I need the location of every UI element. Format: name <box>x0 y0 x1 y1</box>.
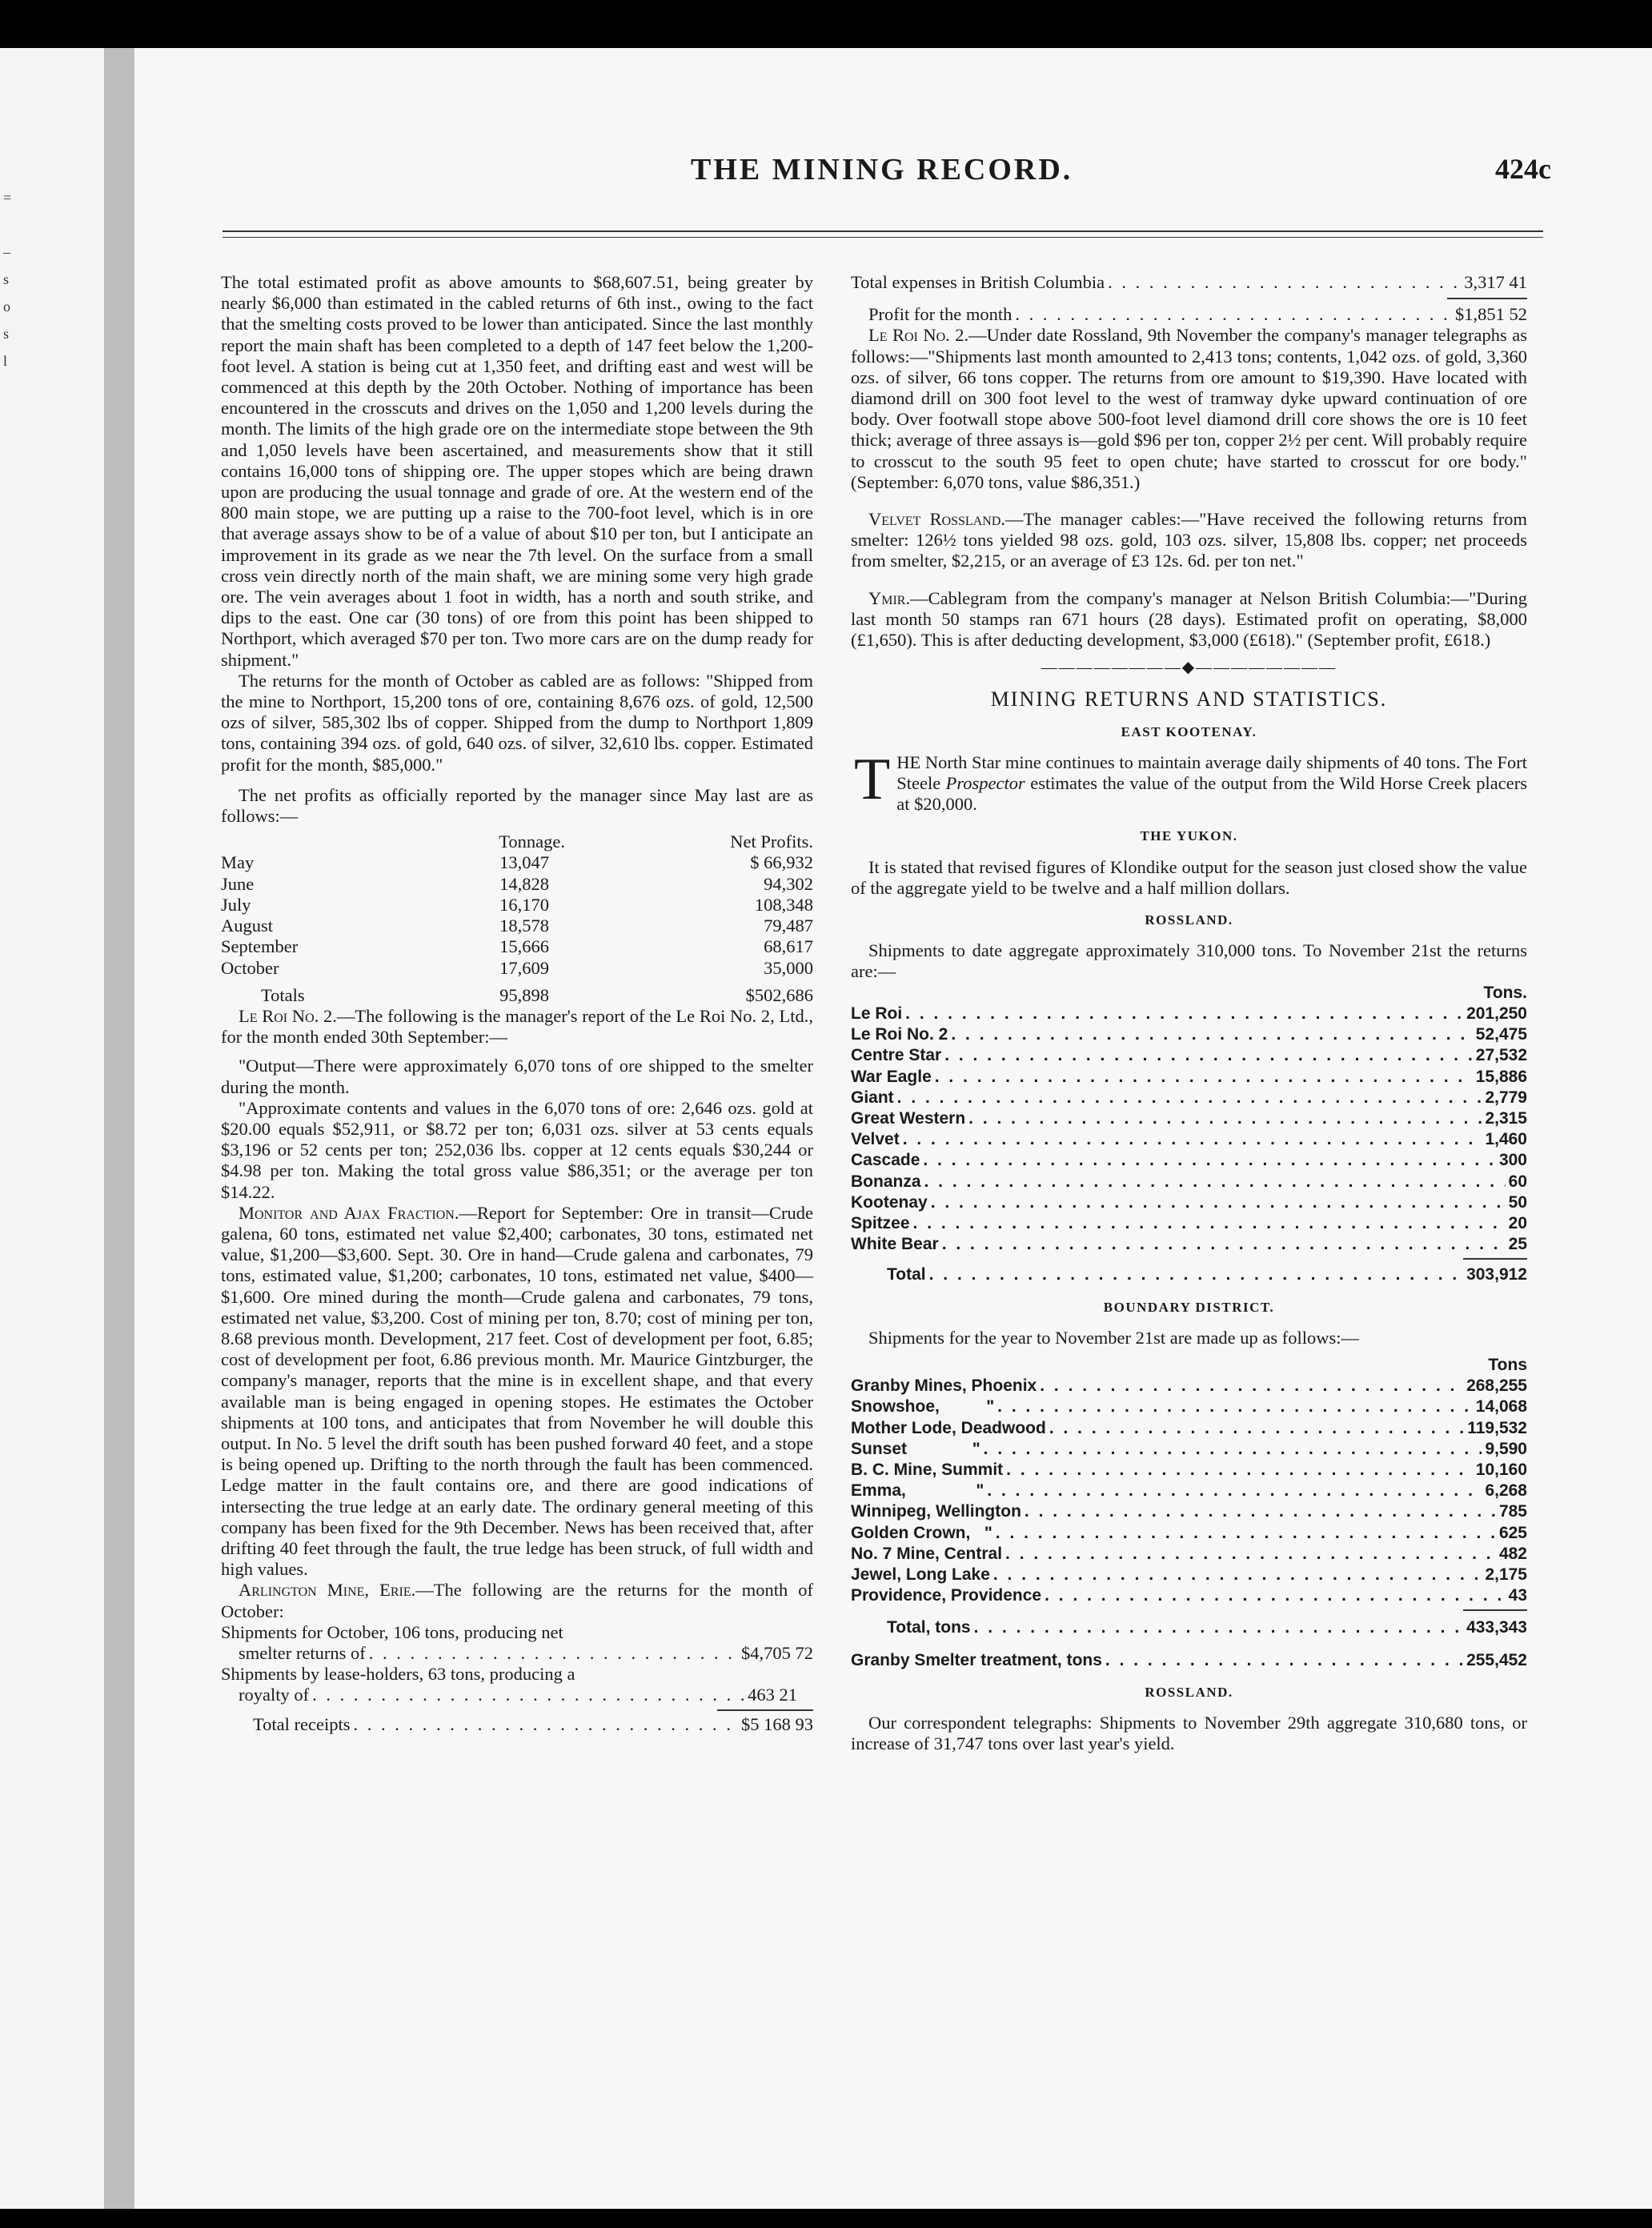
subsection-heading: ROSSLAND. <box>1145 1684 1233 1700</box>
table-header: Tonnage. Net Profits. <box>499 831 813 852</box>
table-row: Granby Smelter treatment, tons . . . 255,452 <box>851 1650 1527 1671</box>
page-header <box>134 152 1559 200</box>
table-row: Jewel, Long Lake . . . 2,175 <box>851 1565 1527 1585</box>
paragraph: Le Roi No. 2.—Under date Rossland, 9th November the company's manager telegraphs as follows:—"Shipments last month amounted to 2,413 tons; contents, 1,042 ozs. of gold, 3,360 ozs. of silver, 66 tons copper. The returns from ore amount to $19,390. Have located with diamond drill on 300 foot level to the west of tramway dyke upward continuation of ore body. Over footwall stope above 500-foot level diamond drill core shows the ore is 10 feet thick; average of three assays is—gold $96 per ton, copper 2½ per cent. Will probably require to crosscut to the south 95 feet to open chute; have started to crosscut for ore body." (September: 6,070 tons, value $86,351.) <box>851 325 1528 492</box>
table-row: September 15,666 68,617 <box>221 936 813 957</box>
header-rule-bottom <box>223 237 1543 238</box>
table-row: Velvet . . . 1,460 <box>851 1129 1527 1150</box>
table-row: Emma, " . . . 6,268 <box>851 1481 1527 1501</box>
table-row: Mother Lode, Deadwood . . . 119,532 <box>851 1418 1527 1439</box>
sum-rule <box>717 1709 813 1711</box>
adjacent-page-edge <box>0 48 104 2209</box>
sum-rule <box>1463 1609 1527 1611</box>
paragraph: Velvet Rossland.—The manager cables:—"Have received the following returns from smelter: 126½ tons yielded 98 ozs. gold, 103 ozs. silver, 15,808 lbs. copper; net proceeds from smelter, $2,215, or an average of £3 12s. 6d. per ton net." <box>851 509 1527 571</box>
adjacent-page-marks: = – s o s l <box>3 190 12 369</box>
table-row: Bonanza . . . 60 <box>851 1172 1527 1192</box>
table-totals: Total . . . 303,912 <box>851 1264 1527 1285</box>
drop-cap: T <box>854 746 891 812</box>
boundary-table: Tons Granby Mines, Phoenix . . . 268,255 Snowshoe, " . . . 14,068 Mother Lode, Deadwood . . . 119,532 Sunset " . . . 9,590 B. C. Mine, Summit . . . 10,160 Emma, " . . . 6,268 Winnipeg, Wellington . . . 785 Golden Crown, " . . . 625 No. 7 Mine, Central . . . 482 Jewel, Long Lake . . . 2,175 Providence, Providence . . . 43 Total, tons . . . 433,343 Granby Smelter treatment, tons . . . 255,452 <box>851 1355 1527 1671</box>
table-row: Providence, Providence . . . 43 <box>851 1585 1527 1606</box>
header-rule-top <box>223 230 1543 232</box>
sum-rule <box>1447 298 1527 299</box>
document-page <box>134 48 1652 2209</box>
subsection-heading: ROSSLAND. <box>1145 912 1233 928</box>
table-row: smelter returns of . . . $4,705 72 <box>221 1643 813 1664</box>
rossland-table: Tons. Le Roi . . . 201,250 Le Roi No. 2 . . . 52,475 Centre Star . . . 27,532 War Eagle . . . 15,886 Giant . . . 2,779 Great Western . . . 2,315 Velvet . . . 1,460 Cascade . . . 300 Bonanza . . . 60 Kootenay . . . 50 Spitzee . . . 20 White Bear . . . 25 Total . . . 303,912 <box>851 983 1527 1286</box>
table-row: Snowshoe, " . . . 14,068 <box>851 1397 1527 1417</box>
table-row: Great Western . . . 2,315 <box>851 1108 1527 1129</box>
ornament-divider: ————————◆———————— <box>1041 659 1337 677</box>
subsection-heading: EAST KOOTENAY. <box>1121 723 1257 739</box>
table-row: Giant . . . 2,779 <box>851 1088 1527 1108</box>
table-row: June 14,828 94,302 <box>221 873 813 894</box>
table-row: B. C. Mine, Summit . . . 10,160 <box>851 1460 1527 1481</box>
paragraph: Shipments to date aggregate approximately 310,000 tons. To November 21st the returns are:— <box>851 940 1527 982</box>
table-row: Centre Star . . . 27,532 <box>851 1045 1527 1066</box>
table-row: Granby Mines, Phoenix . . . 268,255 <box>851 1376 1527 1397</box>
table-row: Winnipeg, Wellington . . . 785 <box>851 1501 1527 1522</box>
subsection-heading: THE YUKON. <box>1140 828 1238 844</box>
table-row: October 17,609 35,000 <box>221 957 813 978</box>
table-row: No. 7 Mine, Central . . . 482 <box>851 1544 1527 1565</box>
arlington-returns: Shipments for October, 106 tons, producing net smelter returns of . . . $4,705 72 Shipments by lease-holders, 63 tons, producing a royalty of . . . 463 21 Total receipts . . . $5 168 93 <box>221 1622 813 1735</box>
page-number: 424c <box>1495 153 1551 185</box>
table-row: War Eagle . . . 15,886 <box>851 1067 1527 1088</box>
page-gutter <box>104 48 134 2209</box>
subsection-heading: BOUNDARY DISTRICT. <box>1103 1299 1275 1315</box>
paragraph: It is stated that revised figures of Klondike output for the season just closed show the value of the aggregate yield to be twelve and a half million dollars. <box>851 856 1527 898</box>
paragraph: Arlington Mine, Erie.—The following are the returns for the month of October: <box>221 1580 813 1621</box>
table-row: Cascade . . . 300 <box>851 1150 1527 1171</box>
table-row: May 13,047 $ 66,932 <box>221 852 813 873</box>
paragraph: Le Roi No. 2.—The following is the manager's report of the Le Roi No. 2, Ltd., for the month ended 30th September:— <box>221 1005 813 1048</box>
paragraph: THE North Star mine continues to maintain average daily shipments of 40 tons. The Fort Steele Prospector estimates the value of the output from the Wild Horse Creek placers at $20,000. <box>854 746 1527 815</box>
paragraph: The net profits as officially reported by the manager since May last are as follows:— <box>221 784 813 827</box>
paragraph: Our correspondent telegraphs: Shipments to November 29th aggregate 310,680 tons, or increase of 31,747 tons over last year's yield. <box>851 1712 1527 1754</box>
table-row: Golden Crown, " . . . 625 <box>851 1523 1527 1544</box>
table-row: Spitzee . . . 20 <box>851 1213 1527 1234</box>
table-row: July 16,170 108,348 <box>221 894 813 915</box>
journal-title: THE MINING RECORD. <box>691 153 1073 186</box>
table-row: royalty of . . . 463 21 <box>221 1685 813 1705</box>
section-heading: MINING RETURNS AND STATISTICS. <box>990 687 1388 711</box>
paragraph: The returns for the month of October as cabled are as follows: "Shipped from the mine to Northport, 15,200 tons of ore, containing 8,676 ozs. of gold, 12,500 ozs of silver, 585,302 lbs of copper. Shipped from the dump to Northport 1,809 tons, containing 394 ozs. of gold, 640 ozs. of silver, 32,610 lbs. copper. Estimated profit for the month, $85,000." <box>221 670 813 775</box>
paragraph: "Output—There were approximately 6,070 tons of ore shipped to the smelter during the month. <box>221 1056 813 1097</box>
left-column <box>221 272 813 1735</box>
sum-rule <box>1463 1258 1527 1260</box>
table-totals: Totals 95,898 $502,686 <box>261 984 813 1005</box>
paragraph: The total estimated profit as above amounts to $68,607.51, being greater by nearly $6,000 than estimated in the cabled returns of 6th inst., owing to the fact that the smelting costs proved to be lower than anticipated. Since the last monthly report the main shaft has been completed to a depth of 147 feet below the 1,200-foot level. A station is being cut at 1,350 feet, and drifting east and west will be commenced at this depth by the 20th October. Nothing of importance has been encountered in the crosscuts and drives on the 1,050 and 1,200 levels during the month. The limits of the high grade ore on the intermediate stope between the 9th and 1,050 levels have been ascertained, and measurements show that it still contains 16,000 tons of shipping ore. The upper stopes which are being drawn upon are producing the usual tonnage and grade of ore. At the western end of the 800 main stope, we are putting up a raise to the 700-foot level, which is in ore that average assays show to be of a value of about $10 per ton, but I anticipate an improvement in its grade as we near the 7th level. On the surface from a small cross vein directly north of the main shaft, we are mining some very high grade ore. The vein averages about 1 foot in width, has a north and south strike, and dips to the east. One car (30 tons) of ore from this point has been shipped to Northport, which averaged $70 per ton. Two more cars are on the dump ready for shipment." <box>221 272 813 670</box>
table-row: Total expenses in British Columbia . . . 3,317 41 <box>851 272 1527 293</box>
table-totals: Total receipts . . . $5 168 93 <box>221 1714 813 1735</box>
table-totals: Total, tons . . . 433,343 <box>851 1617 1527 1638</box>
table-row: Le Roi . . . 201,250 <box>851 1004 1527 1024</box>
paragraph: Monitor and Ajax Fraction.—Report for September: Ore in transit—Crude galena, 60 tons, estimated net value $2,400; carbonates, 30 tons, estimated net value, $1,200—$3,600. Sept. 30. Ore in hand—Crude galena and carbonates, 79 tons, estimated value, $1,200; carbonates, 10 tons, estimated net value, $400—$1,600. Ore mined during the month—Crude galena and carbonates, 79 tons, estimated net value, $3,200. Cost of mining per ton, 8.70; cost of mining per ton, 8.68 previous month. Development, 217 feet. Cost of development per foot, 6.85; cost of development per foot, 6.86 previous month. Mr. Maurice Gintzburger, the company's manager, reports that the mine is in excellent shape, and that every available man is being engaged in opening stopes. He estimates the October shipments at 100 tons, and anticipates that from November he will double this output. In No. 5 level the drift south has been pushed forward 40 feet, and a stope is being opened up. Drifting to the north through the fault has been commenced. Ledge matter in the fault contains ore, and there are good indications of intersecting the true ledge at an early date. The ordinary general meeting of this company has been fixed for the 9th December. News has been received that, after drifting 40 feet through the fault, the true ledge has been struck, of full width and high values. <box>221 1202 813 1580</box>
table-row: Kootenay . . . 50 <box>851 1192 1527 1213</box>
table-row: Le Roi No. 2 . . . 52,475 <box>851 1024 1527 1045</box>
table-row: Profit for the month . . . $1,851 52 <box>851 304 1527 325</box>
paragraph: Ymir.—Cablegram from the company's manager at Nelson British Columbia:—"During last month 50 stamps ran 671 hours (28 days). Estimated profit on operating, $8,000 (£1,650). This is after deducting development, $3,000 (£618)." (September profit, £618.) <box>851 587 1527 651</box>
table-row: Sunset " . . . 9,590 <box>851 1439 1527 1460</box>
paragraph: "Approximate contents and values in the 6,070 tons of ore: 2,646 ozs. gold at $20.00 equals $52,911, or $8.72 per ton; 6,031 ozs. silver at 53 cents equals $3,196 or 52 cents per ton; 252,036 lbs. copper at 12 cents equals $30,244 or $4.98 per ton. Making the total gross value $86,351; or the average per ton $14.22. <box>221 1097 813 1202</box>
table-row: White Bear . . . 25 <box>851 1234 1527 1255</box>
right-column <box>851 272 1527 1754</box>
profits-table <box>221 831 813 1006</box>
table-row: August 18,578 79,487 <box>221 916 813 936</box>
paragraph: Shipments for the year to November 21st are made up as follows:— <box>868 1327 1359 1348</box>
